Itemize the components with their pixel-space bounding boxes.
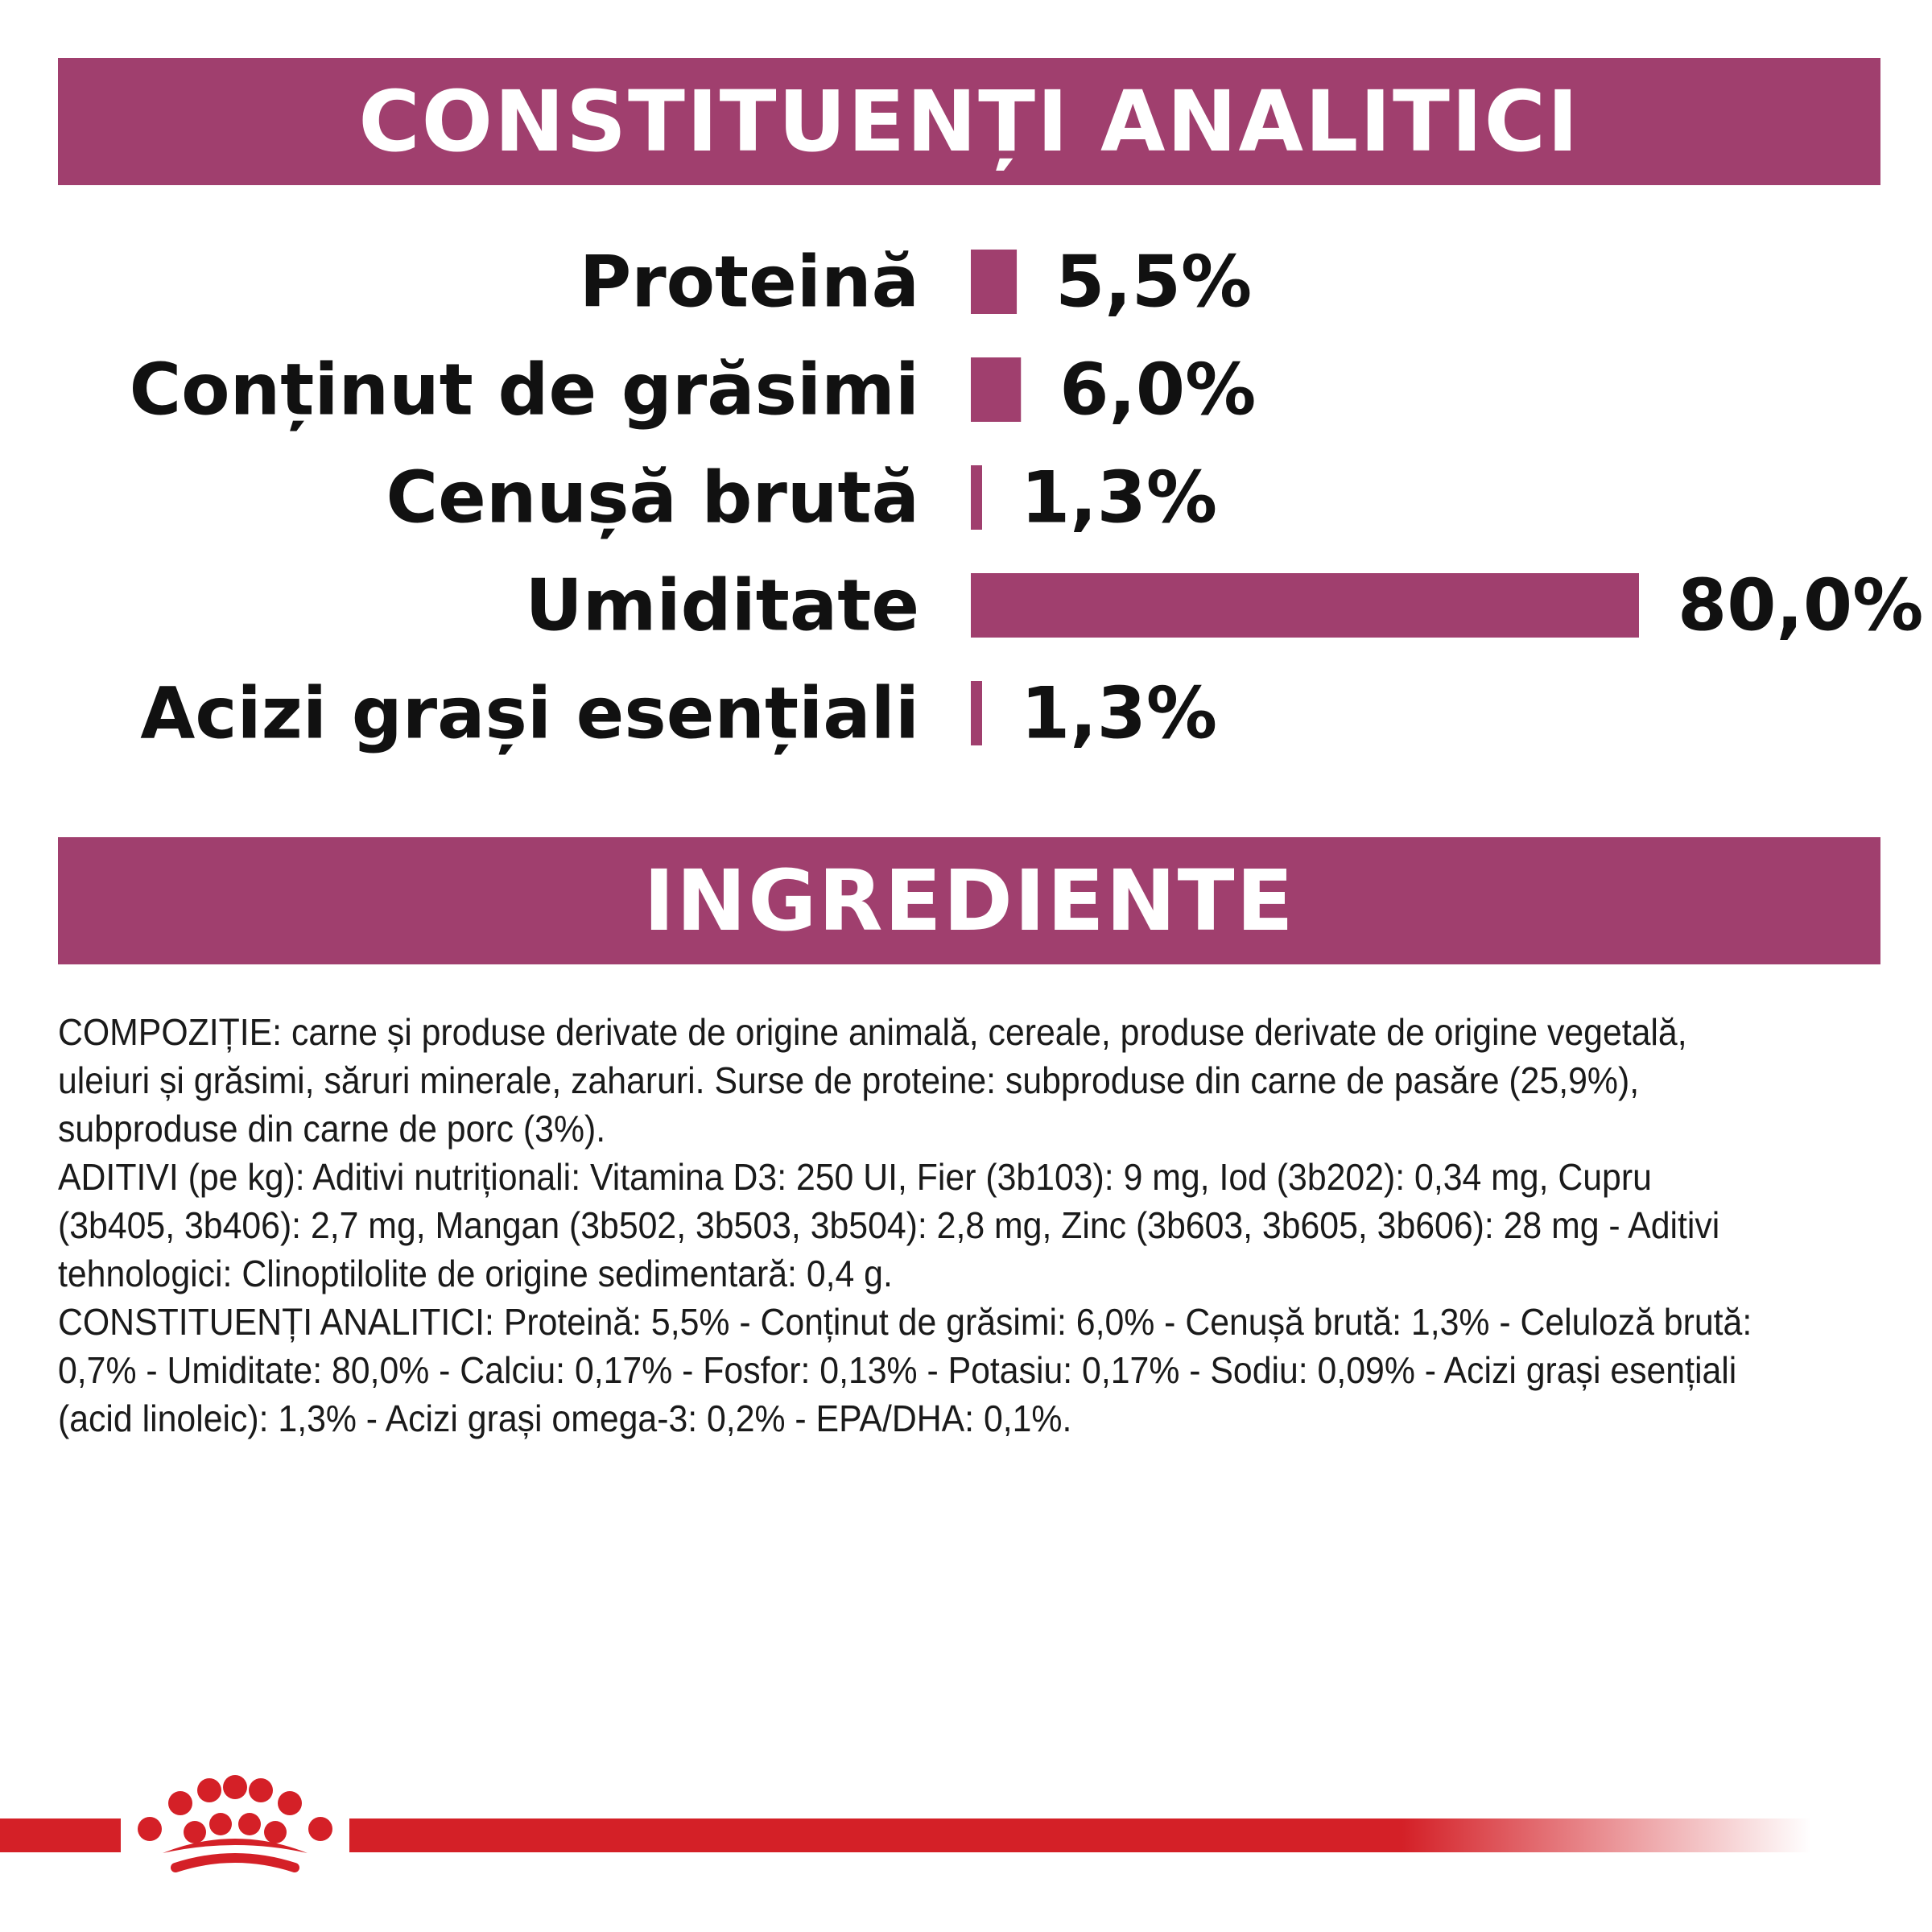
value-label: 80,0% bbox=[1678, 564, 1924, 647]
ingredients-composition: COMPOZIȚIE: carne și produse derivate de origine animală, cereale, produse derivate de origine vegetală, uleiuri și grăsimi, săruri minerale, zaharuri. Surse de proteine: subproduse din carne de pasăre (25,9%), subproduse din carne de porc (3%). bbox=[58, 1011, 1687, 1150]
ingredients-analytical: CONSTITUENȚI ANALITICI: Proteină: 5,5% - Conținut de grăsimi: 6,0% - Cenușă brută: 1,3% - Celuloză brută: 0,7% - Umiditate: 80,0% - Calciu: 0,17% - Fosfor: 0,13% - Potasiu: 0,17% - Sodiu: 0,09% - Acizi grași esențiali (acid linoleic): 1,3% - Acizi grași omega-3: 0,2% - EPA/DHA: 0,1%. bbox=[58, 1301, 1752, 1439]
section-title-ingredients: INGREDIENTE bbox=[643, 852, 1295, 950]
category-label: Proteină bbox=[579, 240, 919, 324]
category-label: Umiditate bbox=[525, 564, 919, 647]
bar bbox=[971, 573, 1639, 638]
value-label: 5,5% bbox=[1055, 240, 1253, 324]
value-label: 1,3% bbox=[1021, 671, 1218, 755]
royal-canin-crown-icon bbox=[130, 1768, 340, 1889]
bar bbox=[971, 250, 1017, 314]
constituents-bar-chart bbox=[0, 0, 1932, 805]
bar bbox=[971, 681, 982, 745]
ingredients-text bbox=[58, 1008, 1757, 1443]
ingredients-additives: ADITIVI (pe kg): Aditivi nutriționali: Vitamina D3: 250 UI, Fier (3b103): 9 mg, Iod (3b202): 0,34 mg, Cupru (3b405, 3b406): 2,7 mg, Mangan (3b502, 3b503, 3b504): 2,8 mg, Zinc (3b603, 3b605, 3b606): 28 mg - Aditivi tehnologici: Clinoptilolite de origine sedimentară: 0,4 g. bbox=[58, 1156, 1720, 1294]
category-label: Conținut de grăsimi bbox=[129, 348, 919, 431]
value-label: 6,0% bbox=[1059, 348, 1257, 431]
value-label: 1,3% bbox=[1021, 456, 1218, 539]
bar bbox=[971, 465, 982, 530]
category-label: Cenușă brută bbox=[386, 456, 919, 539]
section-title-constituents: CONSTITUENȚI ANALITICI bbox=[358, 72, 1580, 171]
section-header-ingredients bbox=[58, 837, 1880, 964]
category-label: Acizi grași esențiali bbox=[140, 671, 919, 755]
footer-band-right bbox=[349, 1818, 1811, 1852]
bar bbox=[971, 357, 1021, 422]
footer-band-left bbox=[0, 1818, 121, 1852]
